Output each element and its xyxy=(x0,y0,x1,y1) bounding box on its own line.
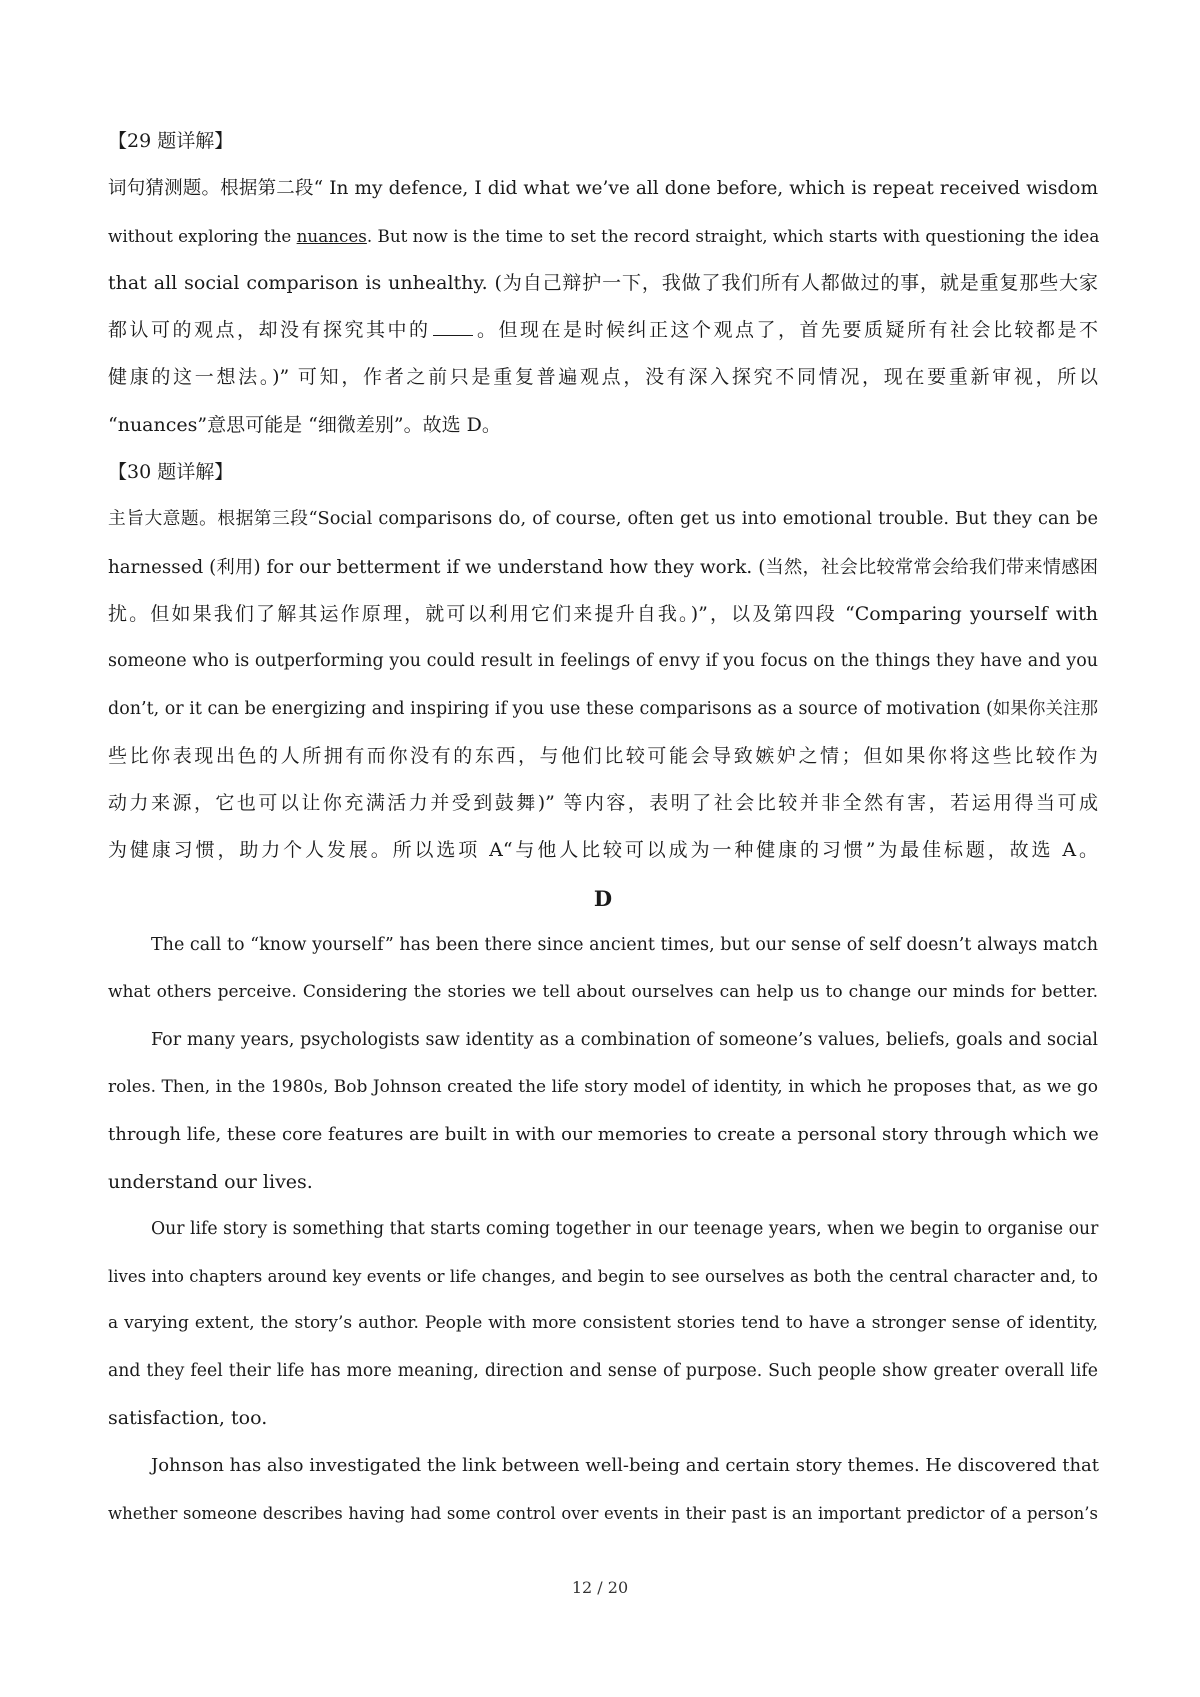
q29-line-4-pre: 都认可的观点，却没有探究其中的 xyxy=(108,319,431,342)
passage-letter: D xyxy=(593,885,613,911)
p3-line-3: a varying extent, the story’s author. People with more consistent stories tend to have a stronger sense of identity, xyxy=(108,1313,1098,1334)
q30-line-1: 主旨大意题。根据第三段“Social comparisons do, of course, often get us into emotional trouble. But they can be xyxy=(108,509,1098,530)
q30-line-2: harnessed (利用) for our betterment if we understand how they work. (当然，社会比较常常会给我们带来情感困 xyxy=(108,556,1098,578)
p2-line-1: For many years, psychologists saw identity as a combination of someone’s values, beliefs, goals and social xyxy=(151,1029,1098,1050)
page-number: 12 / 20 xyxy=(571,1578,629,1597)
q29-line-4-post: 。但现在是时候纠正这个观点了，首先要质疑所有社会比较都是不 xyxy=(474,319,1098,342)
p2-line-3: through life, these core features are built in with our memories to create a personal story through which we xyxy=(108,1124,1099,1146)
q30-line-6: 些比你表现出色的人所拥有而你没有的东西，与他们比较可能会导致嫉妒之情；但如果你将这些比较作为 xyxy=(108,744,1098,767)
p3-line-1: Our life story is something that starts coming together in our teenage years, when we begin to organise our xyxy=(151,1218,1099,1239)
p1-line-1: The call to “know yourself” has been there since ancient times, but our sense of self doesn’t always match xyxy=(151,935,1098,956)
q29-line-2-post: . But now is the time to set the record straight, which starts with questioning the idea xyxy=(366,225,1100,246)
p4-line-2: whether someone describes having had some control over events in their past is an important predictor of a person’s xyxy=(108,1503,1098,1523)
q29-line-2-pre: without exploring the xyxy=(108,225,297,246)
q30-line-3: 扰。但如果我们了解其运作原理，就可以利用它们来提升自我。)”，以及第四段 “Comparing yourself with xyxy=(108,602,1098,625)
p3-line-4: and they feel their life has more meaning, direction and sense of purpose. Such people show greater overall life xyxy=(108,1360,1098,1381)
q29-line-2 xyxy=(108,213,1098,260)
p2-line-2: roles. Then, in the 1980s, Bob Johnson created the life story model of identity, in which he proposes that, as we go xyxy=(108,1076,1098,1097)
q30-line-5: don’t, or it can be energizing and inspiring if you use these comparisons as a source of motivation (如果你关注那 xyxy=(108,698,1098,719)
document-page xyxy=(108,118,1098,1537)
q30-line-8: 为健康习惯，助力个人发展。所以选项 A“与他人比较可以成为一种健康的习惯”为最佳标题，故选 A。 xyxy=(108,839,1098,862)
q29-line-3: that all social comparison is unhealthy. (为自己辩护一下，我做了我们所有人都做过的事，就是重复那些大家 xyxy=(108,271,1098,294)
q30-line-7: 动力来源，它也可以让你充满活力并受到鼓舞)” 等内容，表明了社会比较并非全然有害，若运用得当可成 xyxy=(108,792,1098,815)
p3-line-2: lives into chapters around key events or life changes, and begin to see ourselves as both the central character and, to xyxy=(108,1267,1098,1287)
q29-line-6: “nuances”意思可能是 “细微差别”。故选 D。 xyxy=(108,413,501,436)
underlined-word: nuances xyxy=(296,225,367,246)
q29-heading: 【29 题详解】 xyxy=(108,130,234,152)
p2-line-4: understand our lives. xyxy=(108,1170,313,1193)
q29-line-5: 健康的这一想法。)” 可知，作者之前只是重复普遍观点，没有深入探究不同情况，现在要重新审视，所以 xyxy=(108,366,1098,389)
p1-line-2: what others perceive. Considering the stories we tell about ourselves can help us to change our minds for better. xyxy=(108,982,1098,1003)
q30-line-4: someone who is outperforming you could result in feelings of envy if you focus on the things they have and you xyxy=(108,651,1098,672)
answer-blank xyxy=(433,319,473,336)
q29-line-4 xyxy=(108,307,1098,354)
q30-heading: 【30 题详解】 xyxy=(108,461,234,484)
p3-line-5: satisfaction, too. xyxy=(108,1407,268,1430)
p4-line-1: Johnson has also investigated the link between well-being and certain story themes. He discovered that xyxy=(151,1455,1100,1477)
q29-line-1: 词句猜测题。根据第二段“ In my defence, I did what we’ve all done before, which is repeat received wisdom xyxy=(108,178,1098,200)
